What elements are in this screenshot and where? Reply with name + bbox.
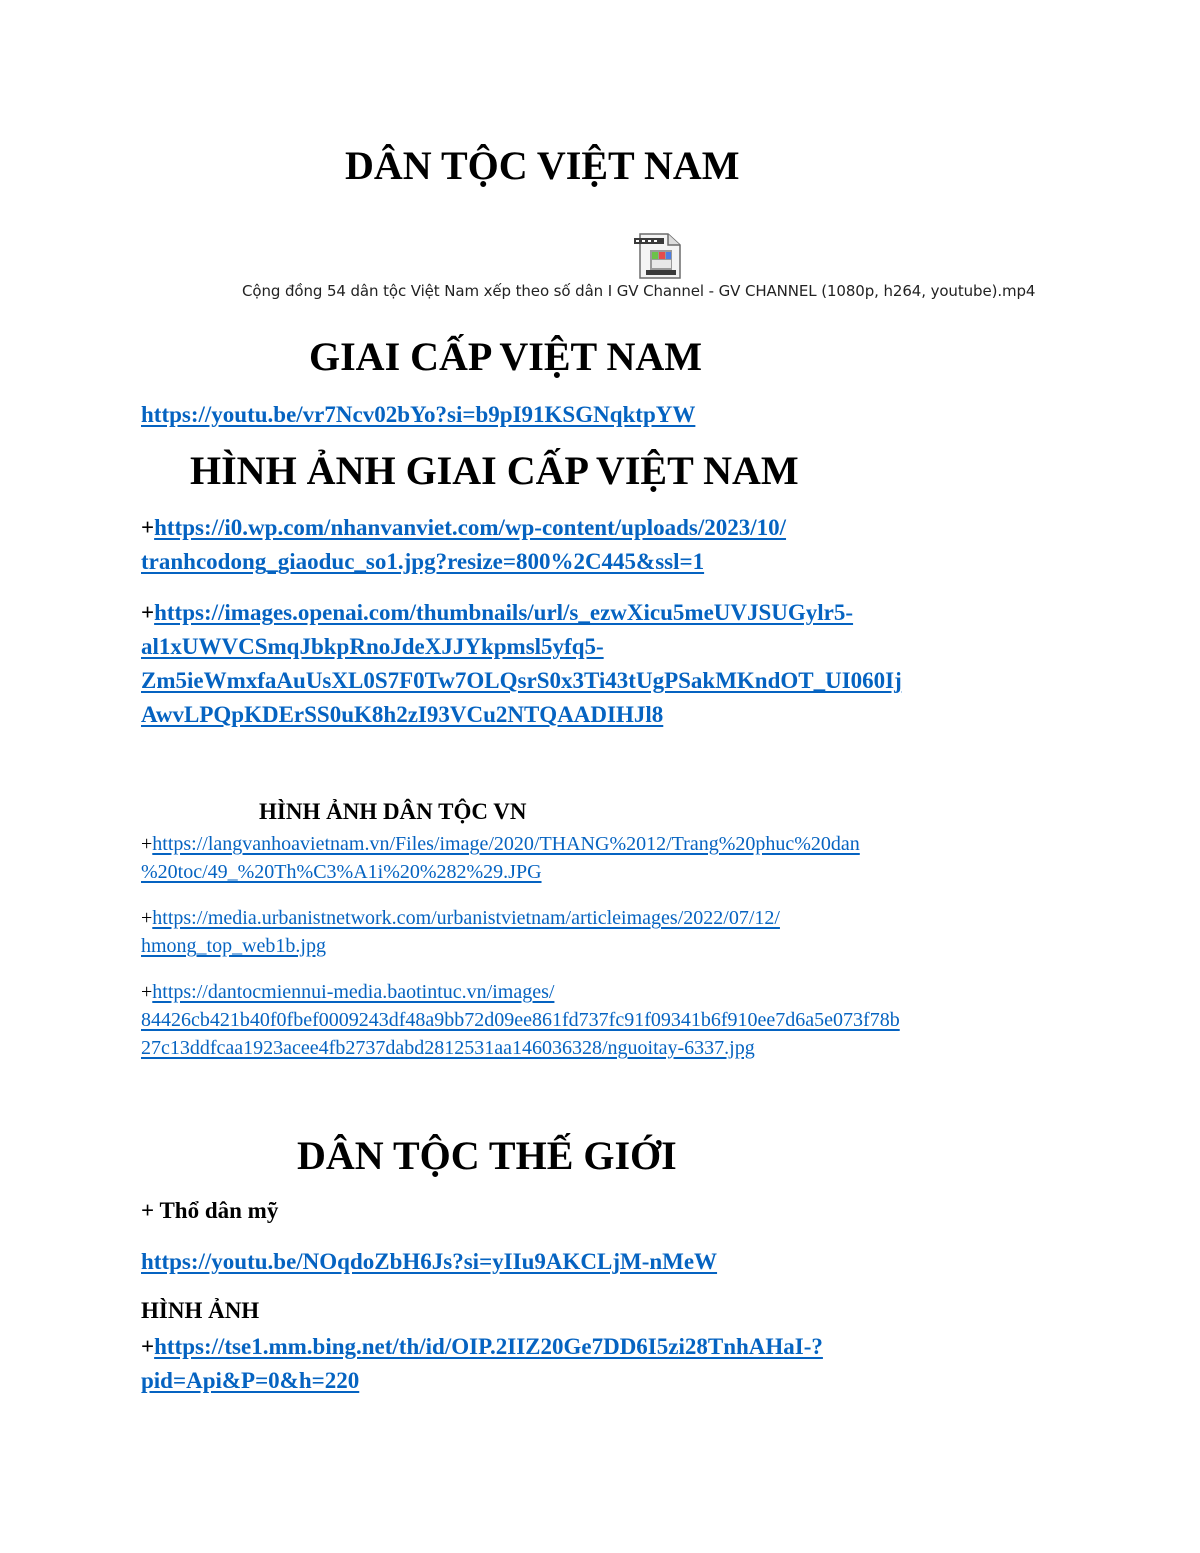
item-tho-dan-my: + Thổ dân mỹ: [141, 1198, 279, 1223]
link-giai-cap-img2-paragraph: [141, 596, 902, 732]
link-the-gioi-img-line1[interactable]: https://tse1.mm.bing.net/th/id/OIP.2IIZ20Ge7DD6I5zi28TnhAHaI-?: [154, 1334, 823, 1359]
link-giai-cap-img1-paragraph: [141, 511, 786, 579]
link-giai-cap-youtube-paragraph: [141, 398, 695, 432]
link-giai-cap-youtube[interactable]: https://youtu.be/vr7Ncv02bYo?si=b9pI91KSGNqktpYW: [141, 402, 696, 427]
link-dan-toc-img2-line2[interactable]: hmong_top_web1b.jpg: [141, 935, 326, 957]
link-giai-cap-img2-line2[interactable]: al1xUWVCSmqJbkpRnoJdeXJJYkpmsl5yfq5-: [141, 634, 604, 659]
heading-hinh-anh: HÌNH ẢNH: [141, 1298, 260, 1323]
plus-marker: +: [141, 600, 155, 625]
heading-giai-cap-viet-nam: GIAI CẤP VIỆT NAM: [309, 334, 703, 379]
link-the-gioi-img-paragraph: [141, 1330, 823, 1398]
link-dan-toc-img1-line2[interactable]: %20toc/49_%20Th%C3%A1i%20%282%29.JPG: [141, 861, 542, 883]
link-the-gioi-youtube[interactable]: https://youtu.be/NOqdoZbH6Js?si=yIIu9AKCLjM-nMeW: [141, 1249, 718, 1274]
heading-hinh-anh-dan-toc: HÌNH ẢNH DÂN TỘC VN: [259, 799, 527, 824]
link-dan-toc-img2-line1[interactable]: https://media.urbanistnetwork.com/urbanistvietnam/articleimages/2022/07/12/: [152, 907, 780, 929]
video-file-caption[interactable]: Cộng đồng 54 dân tộc Việt Nam xếp theo số dân I GV Channel - GV CHANNEL (1080p, h264, youtube).mp4: [242, 282, 1036, 300]
link-the-gioi-youtube-paragraph: [141, 1245, 717, 1279]
video-file-icon: [632, 232, 684, 280]
link-dan-toc-img1-line1[interactable]: https://langvanhoavietnam.vn/Files/image/2020/THANG%2012/Trang%20phuc%20dan: [152, 833, 860, 855]
plus-marker: +: [141, 833, 153, 855]
video-file-attachment[interactable]: [632, 232, 684, 280]
plus-marker: +: [141, 907, 153, 929]
link-dan-toc-img3-line1[interactable]: https://dantocmiennui-media.baotintuc.vn/images/: [152, 981, 555, 1003]
link-giai-cap-img1-line1[interactable]: https://i0.wp.com/nhanvanviet.com/wp-content/uploads/2023/10/: [154, 515, 787, 540]
link-giai-cap-img2-line1[interactable]: https://images.openai.com/thumbnails/url/s_ezwXicu5meUVJSUGylr5-: [154, 600, 854, 625]
link-dan-toc-img3-paragraph: [141, 978, 900, 1062]
link-dan-toc-img3-line3[interactable]: 27c13ddfcaa1923acee4fb2737dabd2812531aa146036328/nguoitay-6337.jpg: [141, 1037, 755, 1059]
heading-dan-toc-viet-nam: DÂN TỘC VIỆT NAM: [345, 143, 740, 188]
link-dan-toc-img2-paragraph: [141, 904, 780, 960]
link-giai-cap-img2-line3[interactable]: Zm5ieWmxfaAuUsXL0S7F0Tw7OLQsrS0x3Ti43tUgPSakMKndOT_UI060Ij: [141, 668, 902, 693]
plus-marker: +: [141, 1334, 155, 1359]
link-the-gioi-img-line2[interactable]: pid=Api&P=0&h=220: [141, 1368, 360, 1393]
link-dan-toc-img1-paragraph: [141, 830, 860, 886]
link-dan-toc-img3-line2[interactable]: 84426cb421b40f0fbef0009243df48a9bb72d09ee861fd737fc91f09341b6f910ee7d6a5e073f78b: [141, 1009, 900, 1031]
plus-marker: +: [141, 981, 153, 1003]
link-giai-cap-img1-line2[interactable]: tranhcodong_giaoduc_so1.jpg?resize=800%2C445&ssl=1: [141, 549, 705, 574]
link-giai-cap-img2-line4[interactable]: AwvLPQpKDErSS0uK8h2zI93VCu2NTQAADIHJl8: [141, 702, 664, 727]
heading-dan-toc-the-gioi: DÂN TỘC THẾ GIỚI: [297, 1133, 677, 1178]
heading-hinh-anh-giai-cap: HÌNH ẢNH GIAI CẤP VIỆT NAM: [190, 448, 799, 493]
plus-marker: +: [141, 515, 155, 540]
